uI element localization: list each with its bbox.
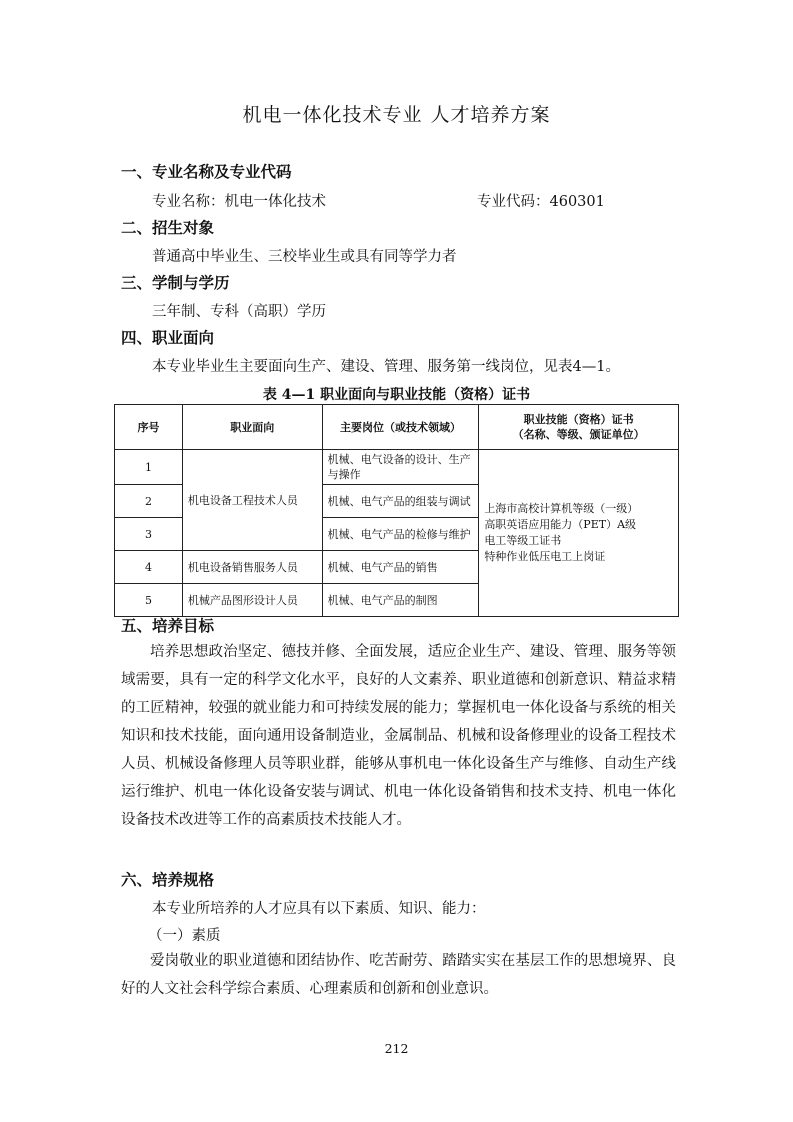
row-post: 机械、电气产品的制图 <box>322 584 479 617</box>
certificate-item: 上海市高校计算机等级（一级） <box>484 502 639 515</box>
training-goal-paragraph: 培养思想政治坚定、德技并修、全面发展，适应企业生产、建设、管理、服务等领域需要，具有一定的科学文化水平，良好的人文素养、职业道德和创新意识、精益求精的工匠精神，较强的就业能力和可持续发展的能力；掌握机电一体化设备与系统的相关知识和技术技能，面向通用设备制造业，金属制品、机械和设备修理业的设备工程技术人员、机械设备修理人员等职业群，能够从事机电一体化设备生产与维修、自动生产线运行维护、机电一体化设备安装与调试、机电一体化设备销售和技术支持、机电一体化设备技术改进等工作的高素质技术技能人才。 <box>121 644 676 828</box>
table-header-row <box>115 405 679 450</box>
header-post: 主要岗位（或技术领域） <box>322 405 479 450</box>
spec-intro-text: 本专业所培养的人才应具有以下素质、知识、能力： <box>152 901 486 917</box>
certificate-item: 特种作业低压电工上岗证 <box>484 550 606 563</box>
major-code-text: 专业代码：460301 <box>477 194 605 210</box>
section-heading-5: 五、培养目标 <box>121 617 215 635</box>
row-direction: 机械产品图形设计人员 <box>182 584 322 617</box>
row-direction: 机电设备销售服务人员 <box>182 551 322 584</box>
section-heading-4: 四、职业面向 <box>121 329 215 347</box>
sub-heading-quality: （一）素质 <box>148 928 221 944</box>
row-no: 4 <box>115 551 183 584</box>
header-cert-line1: 职业技能（资格）证书 <box>523 413 634 426</box>
header-direction: 职业面向 <box>182 405 322 450</box>
row-post: 机械、电气产品的检修与维护 <box>322 518 479 551</box>
section-heading-3: 三、学制与学历 <box>121 274 230 292</box>
section-heading-6: 六、培养规格 <box>121 871 215 889</box>
certificate-cell <box>479 450 679 617</box>
certificate-item: 高职英语应用能力（PET）A级 <box>484 518 637 531</box>
row-post: 机械、电气产品的销售 <box>322 551 479 584</box>
career-text: 本专业毕业生主要面向生产、建设、管理、服务第一线岗位，见表4—1。 <box>152 359 620 375</box>
header-cert-line2: （名称、等级、颁证单位） <box>512 428 645 441</box>
title-sub: 人才培养方案 <box>430 104 551 126</box>
row-no: 1 <box>115 450 183 485</box>
header-no: 序号 <box>115 405 183 450</box>
document-title <box>0 100 793 127</box>
row-no: 5 <box>115 584 183 617</box>
enrollment-text: 普通高中毕业生、三校毕业生或具有同等学力者 <box>152 249 457 265</box>
header-cert <box>479 405 679 450</box>
row-no: 2 <box>115 485 183 518</box>
quality-paragraph: 爱岗敬业的职业道德和团结协作、吃苦耐劳、踏踏实实在基层工作的思想境界、良好的人文社会科学综合素质、心理素质和创新和创业意识。 <box>121 953 676 997</box>
major-name-text: 专业名称：机电一体化技术 <box>152 194 326 210</box>
row-post: 机械、电气产品的组装与调试 <box>322 485 479 518</box>
page-number: 212 <box>384 1041 409 1056</box>
schooling-text: 三年制、专科（高职）学历 <box>152 304 326 320</box>
table-row <box>115 450 679 485</box>
certificate-item: 电工等级工证书 <box>484 534 562 547</box>
title-main: 机电一体化技术专业 <box>242 104 423 126</box>
row-post: 机械、电气设备的设计、生产与操作 <box>322 450 479 485</box>
section-heading-2: 二、招生对象 <box>121 219 215 237</box>
section-heading-1: 一、专业名称及专业代码 <box>121 163 292 181</box>
table-caption: 表 4—1 职业面向与职业技能（资格）证书 <box>262 387 531 403</box>
row-direction-merged: 机电设备工程技术人员 <box>182 450 322 551</box>
career-table <box>114 404 679 617</box>
row-no: 3 <box>115 518 183 551</box>
